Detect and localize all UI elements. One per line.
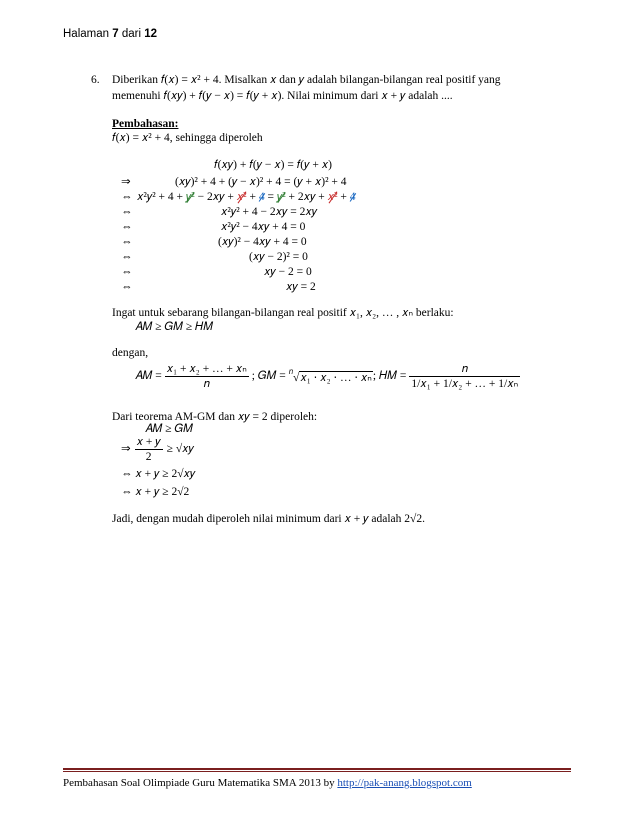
hm-fraction (409, 362, 520, 391)
header-total: 12 (144, 28, 157, 40)
header-page: 7 (112, 28, 119, 40)
solution-heading: Pembahasan: (112, 118, 179, 130)
amgm-fraction-den: 2 (145, 450, 152, 463)
problem-number: 6. (91, 74, 100, 86)
step-2-expr: 𝑥²𝑦² + 4 + 𝑦² − 2𝑥𝑦 + 𝑥² + 4 = 𝑦² + 2𝑥𝑦 + 𝑥² + 4 (137, 191, 356, 203)
step-6-sym: ⇔ (121, 251, 133, 263)
am-label: 𝐴𝑀 = (135, 370, 162, 382)
amgm-intro: Dari teorema AM-GM dan 𝑥𝑦 = 2 diperoleh: (112, 411, 318, 423)
step-8-sym: ⇔ (121, 281, 133, 293)
cancel-x2-right: 𝑥² (327, 191, 338, 203)
step-7-sym: ⇔ (121, 266, 133, 278)
cancel-4-left: 4 (258, 191, 265, 203)
footer-rule-thin (63, 771, 571, 772)
step-2-sym: ⇔ (121, 191, 133, 203)
gm-root: $^𝑛$√𝑥₁ ⋅ 𝑥₂ ⋅ … ⋅ 𝑥ₙ (288, 367, 372, 384)
footer-link[interactable]: http://pak-anang.blogspot.com (337, 777, 472, 789)
gm-radicand: 𝑥₁ ⋅ 𝑥₂ ⋅ … ⋅ 𝑥ₙ (300, 371, 372, 384)
amgm-line2-sym: ⇒ (121, 443, 131, 455)
step-0-expr: 𝑓(𝑥𝑦) + 𝑓(𝑦 − 𝑥) = 𝑓(𝑦 + 𝑥) (214, 159, 332, 171)
problem-line1: Diberikan 𝑓(𝑥) = 𝑥² + 4. Misalkan 𝑥 dan 𝑦 adalah bilangan-bilangan real positif yang (112, 74, 501, 86)
step-1-sym: ⇒ (121, 176, 131, 188)
step-3-expr: 𝑥²𝑦² + 4 − 2𝑥𝑦 = 2𝑥𝑦 (221, 206, 318, 218)
problem-line2: memenuhi 𝑓(𝑥𝑦) + 𝑓(𝑦 − 𝑥) = 𝑓(𝑦 + 𝑥). Nilai minimum dari 𝑥 + 𝑦 adalah .... (112, 90, 453, 102)
amgm-fraction (135, 435, 163, 464)
footer-rule-thick (63, 768, 571, 770)
step-2-part-a: 𝑥²𝑦² + 4 + (137, 191, 186, 203)
am-gm-hm-inequality: 𝐴𝑀 ≥ 𝐺𝑀 ≥ 𝐻𝑀 (135, 321, 214, 333)
amgm-line2-rhs: ≥ √𝑥𝑦 (166, 443, 194, 455)
step-6-expr: (𝑥𝑦 − 2)² = 0 (249, 251, 308, 263)
am-denominator: 𝑛 (203, 377, 210, 390)
step-3-sym: ⇔ (121, 206, 133, 218)
step-1-expr: (𝑥𝑦)² + 4 + (𝑦 − 𝑥)² + 4 = (𝑦 + 𝑥)² + 4 (175, 176, 347, 188)
am-fraction (165, 362, 249, 391)
hm-numerator: 𝑛 (409, 362, 520, 377)
conclusion: Jadi, dengan mudah diperoleh nilai minimum dari 𝑥 + 𝑦 adalah 2√2. (112, 513, 425, 525)
page-footer (63, 777, 472, 789)
cancel-y2-left: 𝑦² (185, 191, 195, 203)
hm-label: ; 𝐻𝑀 = (372, 370, 407, 382)
gm-label: ; 𝐺𝑀 = (251, 370, 286, 382)
amgm-line2 (121, 432, 194, 466)
step-4-sym: ⇔ (121, 221, 133, 233)
cancel-4-right: 4 (349, 191, 356, 203)
am-numerator: 𝑥₁ + 𝑥₂ + … + 𝑥ₙ (166, 362, 247, 375)
means-definitions (135, 356, 520, 396)
amgm-line1: 𝐴𝑀 ≥ 𝐺𝑀 (145, 423, 193, 435)
amgm-line4: ⇔ 𝑥 + 𝑦 ≥ 2√2 (121, 486, 190, 498)
header-prefix: Halaman (63, 28, 113, 40)
dengan-label: dengan, (112, 347, 149, 359)
amgm-line3: ⇔ 𝑥 + 𝑦 ≥ 2√𝑥𝑦 (121, 468, 196, 480)
header-middle: dari (118, 28, 145, 40)
cancel-y2-right: 𝑦² (276, 191, 286, 203)
step-5-sym: ⇔ (121, 236, 133, 248)
gm-root-index: 𝑛 (288, 367, 294, 377)
footer-text: Pembahasan Soal Olimpiade Guru Matematika SMA 2013 by (63, 777, 338, 789)
step-5-expr: (𝑥𝑦)² − 4𝑥𝑦 + 4 = 0 (218, 236, 307, 248)
step-4-expr: 𝑥²𝑦² − 4𝑥𝑦 + 4 = 0 (221, 221, 306, 233)
step-7-expr: 𝑥𝑦 − 2 = 0 (264, 266, 312, 278)
solution-intro: 𝑓(𝑥) = 𝑥² + 4, sehingga diperoleh (112, 132, 263, 144)
hm-denominator: 1/𝑥₁ + 1/𝑥₂ + … + 1/𝑥ₙ (411, 377, 519, 390)
ingat-text: Ingat untuk sebarang bilangan-bilangan real positif 𝑥₁, 𝑥₂, … , 𝑥ₙ berlaku: (112, 307, 454, 319)
amgm-fraction-num: 𝑥 + 𝑦 (136, 435, 161, 448)
cancel-x2-left: 𝑥² (236, 191, 247, 203)
step-8-expr: 𝑥𝑦 = 2 (286, 281, 316, 293)
page-header (63, 28, 157, 40)
